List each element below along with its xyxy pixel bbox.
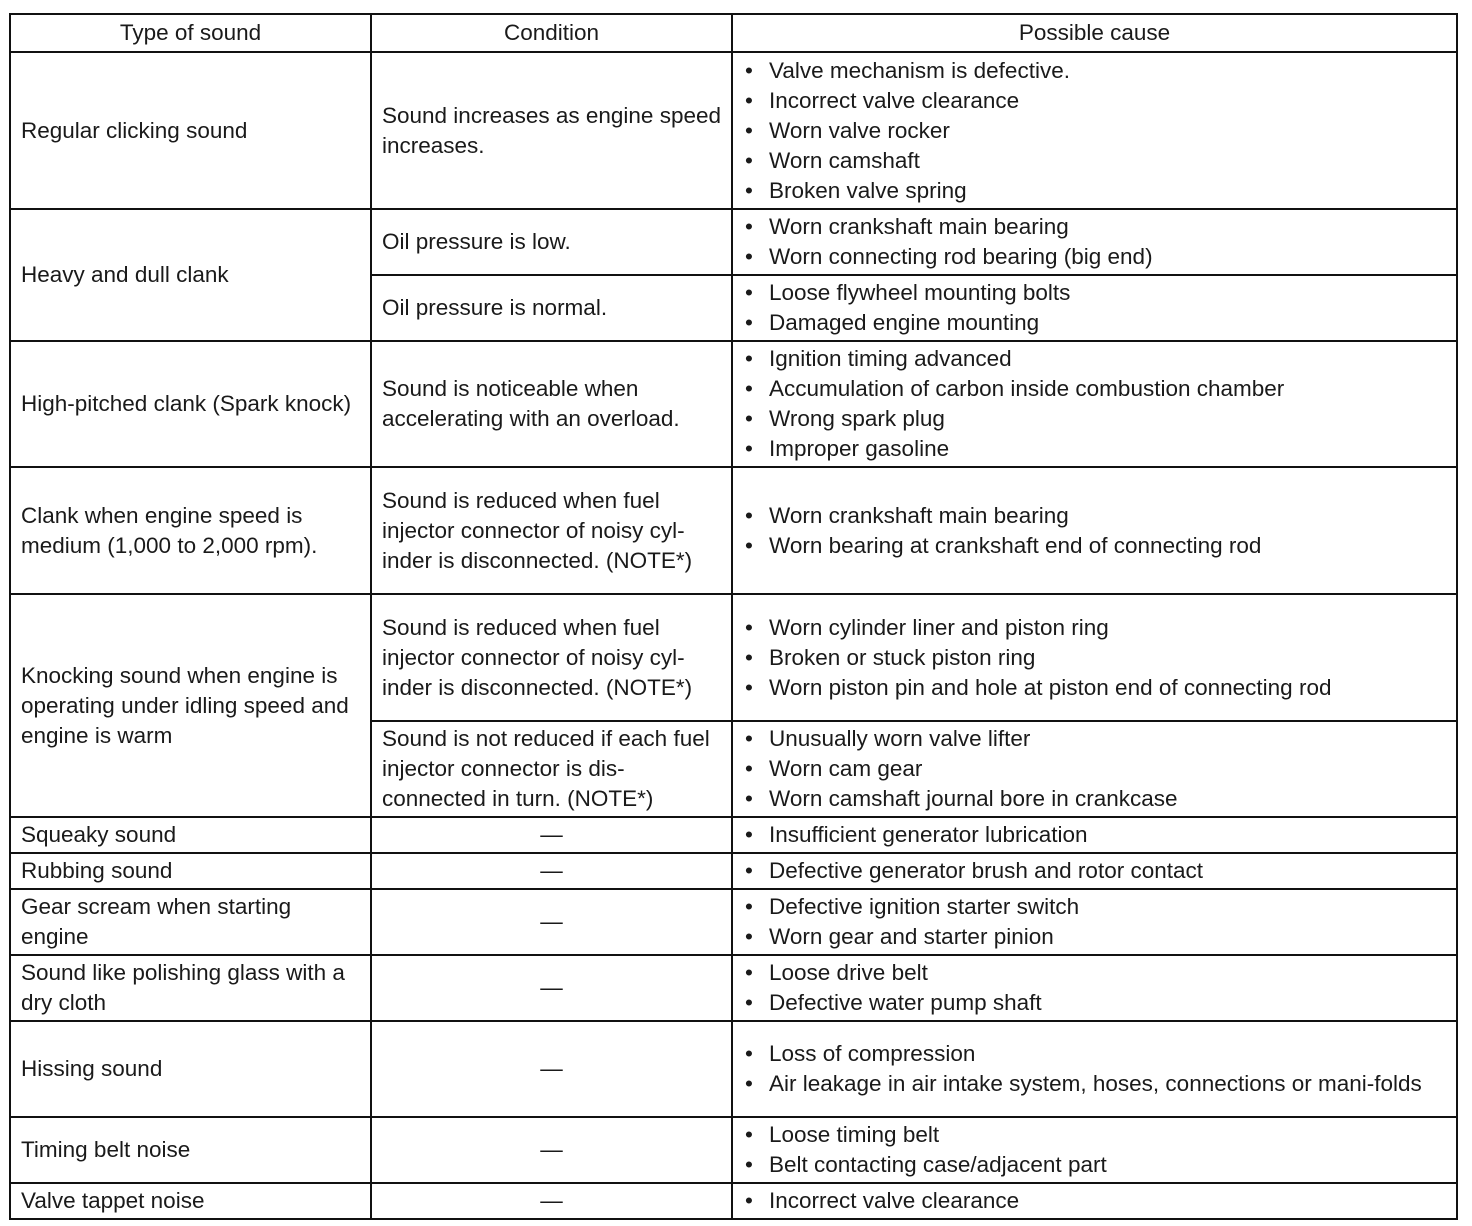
sound-type-cell: High-pitched clank (Spark knock) — [10, 341, 371, 467]
condition-cell: Sound is not reduced if each fuel injector connector is dis-connected in turn. (NOTE*) — [371, 721, 732, 817]
sound-type-cell: Rubbing sound — [10, 853, 371, 889]
table-row — [10, 467, 1457, 594]
possible-cause-cell — [732, 275, 1457, 341]
cause-item: • Worn crankshaft main bearing — [743, 501, 1446, 531]
cause-item: • Loss of compression — [743, 1039, 1446, 1069]
cause-item: • Valve mechanism is defective. — [743, 56, 1446, 86]
cause-item: • Worn cam gear — [743, 754, 1446, 784]
cause-list — [743, 56, 1446, 206]
sound-type-cell: Hissing sound — [10, 1021, 371, 1117]
table-row — [10, 52, 1457, 209]
cause-list — [743, 613, 1446, 703]
possible-cause-cell — [732, 341, 1457, 467]
table-row — [10, 209, 1457, 275]
possible-cause-cell — [732, 955, 1457, 1021]
possible-cause-cell — [732, 467, 1457, 594]
cause-list — [743, 344, 1446, 464]
cause-list — [743, 1120, 1446, 1180]
condition-cell: Sound increases as engine speed increases. — [371, 52, 732, 209]
condition-cell: — — [371, 1183, 732, 1219]
cause-item: • Worn connecting rod bearing (big end) — [743, 242, 1446, 272]
cause-list — [743, 892, 1446, 952]
cause-item: • Worn piston pin and hole at piston end of connecting rod — [743, 673, 1446, 703]
possible-cause-cell — [732, 1117, 1457, 1183]
cause-list — [743, 820, 1446, 850]
cause-list — [743, 1186, 1446, 1216]
table-row — [10, 1117, 1457, 1183]
header-row — [10, 14, 1457, 52]
condition-cell: Oil pressure is normal. — [371, 275, 732, 341]
sound-type-cell: Knocking sound when engine is operating under idling speed and engine is warm — [10, 594, 371, 817]
cause-list — [743, 958, 1446, 1018]
cause-item: • Worn crankshaft main bearing — [743, 212, 1446, 242]
condition-cell: Sound is noticeable when accelerating with an overload. — [371, 341, 732, 467]
cause-item: • Ignition timing advanced — [743, 344, 1446, 374]
cause-item: • Unusually worn valve lifter — [743, 724, 1446, 754]
table-row — [10, 853, 1457, 889]
sound-type-cell: Clank when engine speed is medium (1,000 to 2,000 rpm). — [10, 467, 371, 594]
cause-item: • Defective water pump shaft — [743, 988, 1446, 1018]
possible-cause-cell — [732, 52, 1457, 209]
sound-type-cell: Heavy and dull clank — [10, 209, 371, 341]
cause-item: • Defective generator brush and rotor contact — [743, 856, 1446, 886]
cause-item: • Incorrect valve clearance — [743, 86, 1446, 116]
cause-item: • Wrong spark plug — [743, 404, 1446, 434]
possible-cause-cell — [732, 1183, 1457, 1219]
cause-list — [743, 1039, 1446, 1099]
sound-type-cell: Squeaky sound — [10, 817, 371, 853]
cause-item: • Broken valve spring — [743, 176, 1446, 206]
condition-cell: — — [371, 955, 732, 1021]
table-body — [10, 52, 1457, 1219]
table-row — [10, 1183, 1457, 1219]
possible-cause-cell — [732, 817, 1457, 853]
condition-cell: — — [371, 817, 732, 853]
cause-list — [743, 212, 1446, 272]
cause-item: • Worn bearing at crankshaft end of connecting rod — [743, 531, 1446, 561]
sound-type-cell: Valve tappet noise — [10, 1183, 371, 1219]
cause-item: • Loose drive belt — [743, 958, 1446, 988]
condition-cell: — — [371, 853, 732, 889]
engine-noise-table — [9, 13, 1458, 1220]
header-cause: Possible cause — [732, 14, 1457, 52]
cause-item: • Air leakage in air intake system, hoses, connections or mani-folds — [743, 1069, 1446, 1099]
sound-type-cell: Sound like polishing glass with a dry cloth — [10, 955, 371, 1021]
header-type: Type of sound — [10, 14, 371, 52]
possible-cause-cell — [732, 1021, 1457, 1117]
cause-list — [743, 278, 1446, 338]
possible-cause-cell — [732, 853, 1457, 889]
table-row — [10, 889, 1457, 955]
table-row — [10, 955, 1457, 1021]
condition-cell: — — [371, 889, 732, 955]
cause-list — [743, 724, 1446, 814]
condition-cell: Sound is reduced when fuel injector connector of noisy cyl-inder is disconnected. (NOTE*) — [371, 467, 732, 594]
table-row — [10, 817, 1457, 853]
cause-item: • Improper gasoline — [743, 434, 1446, 464]
cause-item: • Worn cylinder liner and piston ring — [743, 613, 1446, 643]
possible-cause-cell — [732, 721, 1457, 817]
possible-cause-cell — [732, 209, 1457, 275]
possible-cause-cell — [732, 594, 1457, 721]
cause-list — [743, 501, 1446, 561]
cause-item: • Broken or stuck piston ring — [743, 643, 1446, 673]
cause-item: • Damaged engine mounting — [743, 308, 1446, 338]
condition-cell: Oil pressure is low. — [371, 209, 732, 275]
sound-type-cell: Timing belt noise — [10, 1117, 371, 1183]
condition-cell: — — [371, 1021, 732, 1117]
condition-cell: — — [371, 1117, 732, 1183]
cause-item: • Incorrect valve clearance — [743, 1186, 1446, 1216]
cause-item: • Worn camshaft — [743, 146, 1446, 176]
cause-item: • Worn gear and starter pinion — [743, 922, 1446, 952]
cause-item: • Defective ignition starter switch — [743, 892, 1446, 922]
possible-cause-cell — [732, 889, 1457, 955]
cause-list — [743, 856, 1446, 886]
condition-cell: Sound is reduced when fuel injector connector of noisy cyl-inder is disconnected. (NOTE*) — [371, 594, 732, 721]
cause-item: • Loose flywheel mounting bolts — [743, 278, 1446, 308]
cause-item: • Worn camshaft journal bore in crankcase — [743, 784, 1446, 814]
table-row — [10, 594, 1457, 721]
sound-type-cell: Regular clicking sound — [10, 52, 371, 209]
cause-item: • Loose timing belt — [743, 1120, 1446, 1150]
cause-item: • Accumulation of carbon inside combustion chamber — [743, 374, 1446, 404]
cause-item: • Belt contacting case/adjacent part — [743, 1150, 1446, 1180]
table-row — [10, 341, 1457, 467]
header-condition: Condition — [371, 14, 732, 52]
cause-item: • Insufficient generator lubrication — [743, 820, 1446, 850]
table-row — [10, 1021, 1457, 1117]
sound-type-cell: Gear scream when starting engine — [10, 889, 371, 955]
cause-item: • Worn valve rocker — [743, 116, 1446, 146]
